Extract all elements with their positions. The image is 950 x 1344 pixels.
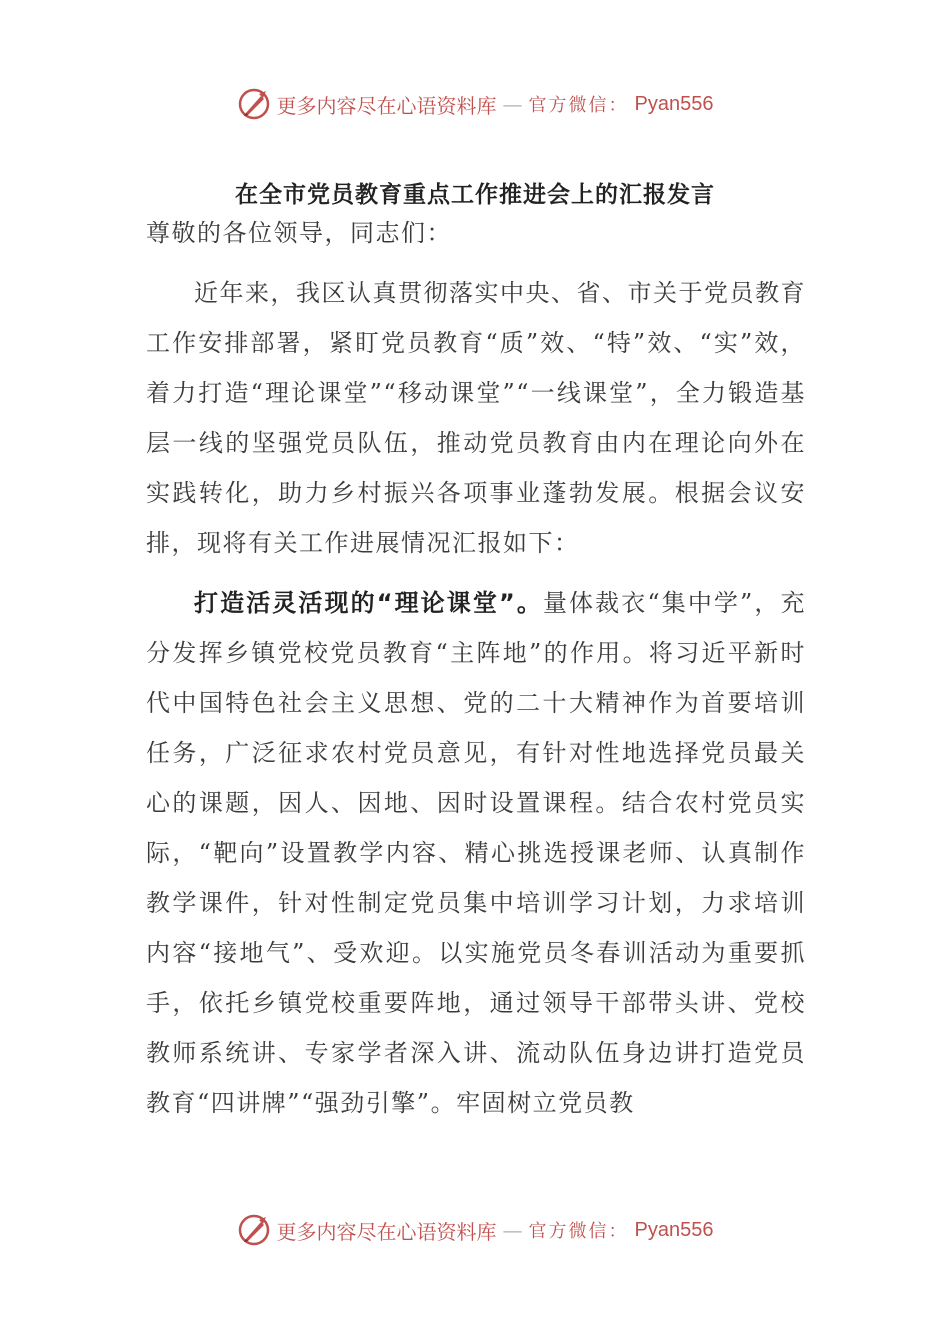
paragraph-text: 量体裁衣“集中学”，充分发挥乡镇党校党员教育“主阵地”的作用。将习近平新时代中国特色社会主义思想、党的二十大精神作为首要培训任务，广泛征求农村党员意见，有针对性地选择党员最关心的课题，因人、因地、因时设置课程。结合农村党员实际，“靶向”设置教学内容、精心挑选授课老师、认真制作教学课件，针对性制定党员集中培训学习计划，力求培训内容“接地气”、受欢迎。以实施党员冬春训活动为重要抓手，依托乡镇党校重要阵地，通过领导干部带头讲、党校教师系统讲、专家学者深入讲、流动队伍身边讲打造党员教育“四讲牌”“强劲引擎”。牢固树立党员教	[146, 589, 806, 1117]
paragraph-intro	[146, 268, 806, 568]
header-watermark	[0, 84, 950, 124]
watermark-dash: —	[502, 1218, 523, 1242]
quill-logo-icon	[237, 87, 271, 121]
quill-logo-icon	[237, 1213, 271, 1247]
watermark-wechat-label: 官方微信：	[528, 95, 629, 116]
document-title: 在全市党员教育重点工作推进会上的汇报发言	[235, 182, 715, 208]
watermark-wechat-id: Pyan556	[634, 92, 714, 115]
watermark-text: 更多内容尽在心语资料库	[276, 1219, 497, 1244]
document-body	[146, 208, 806, 1128]
paragraph-theory-classroom	[146, 578, 806, 1128]
paragraph-text: 近年来，我区认真贯彻落实中央、省、市关于党员教育工作安排部署，紧盯党员教育“质”效、“特”效、“实”效，着力打造“理论课堂”“移动课堂”“一线课堂”，全力锻造基层一线的坚强党员队伍，推动党员教育由内在理论向外在实践转化，助力乡村振兴各项事业蓬勃发展。根据会议安排，现将有关工作进展情况汇报如下：	[146, 279, 806, 557]
footer-watermark	[0, 1210, 950, 1250]
salutation: 尊敬的各位领导，同志们：	[146, 219, 452, 247]
watermark-wechat-label: 官方微信：	[528, 1221, 629, 1242]
paragraph-lead-heading: 打造活灵活现的“理论课堂”。	[194, 589, 543, 617]
watermark-text: 更多内容尽在心语资料库	[276, 93, 497, 118]
watermark-wechat-id: Pyan556	[634, 1218, 714, 1241]
watermark-dash: —	[502, 92, 523, 116]
